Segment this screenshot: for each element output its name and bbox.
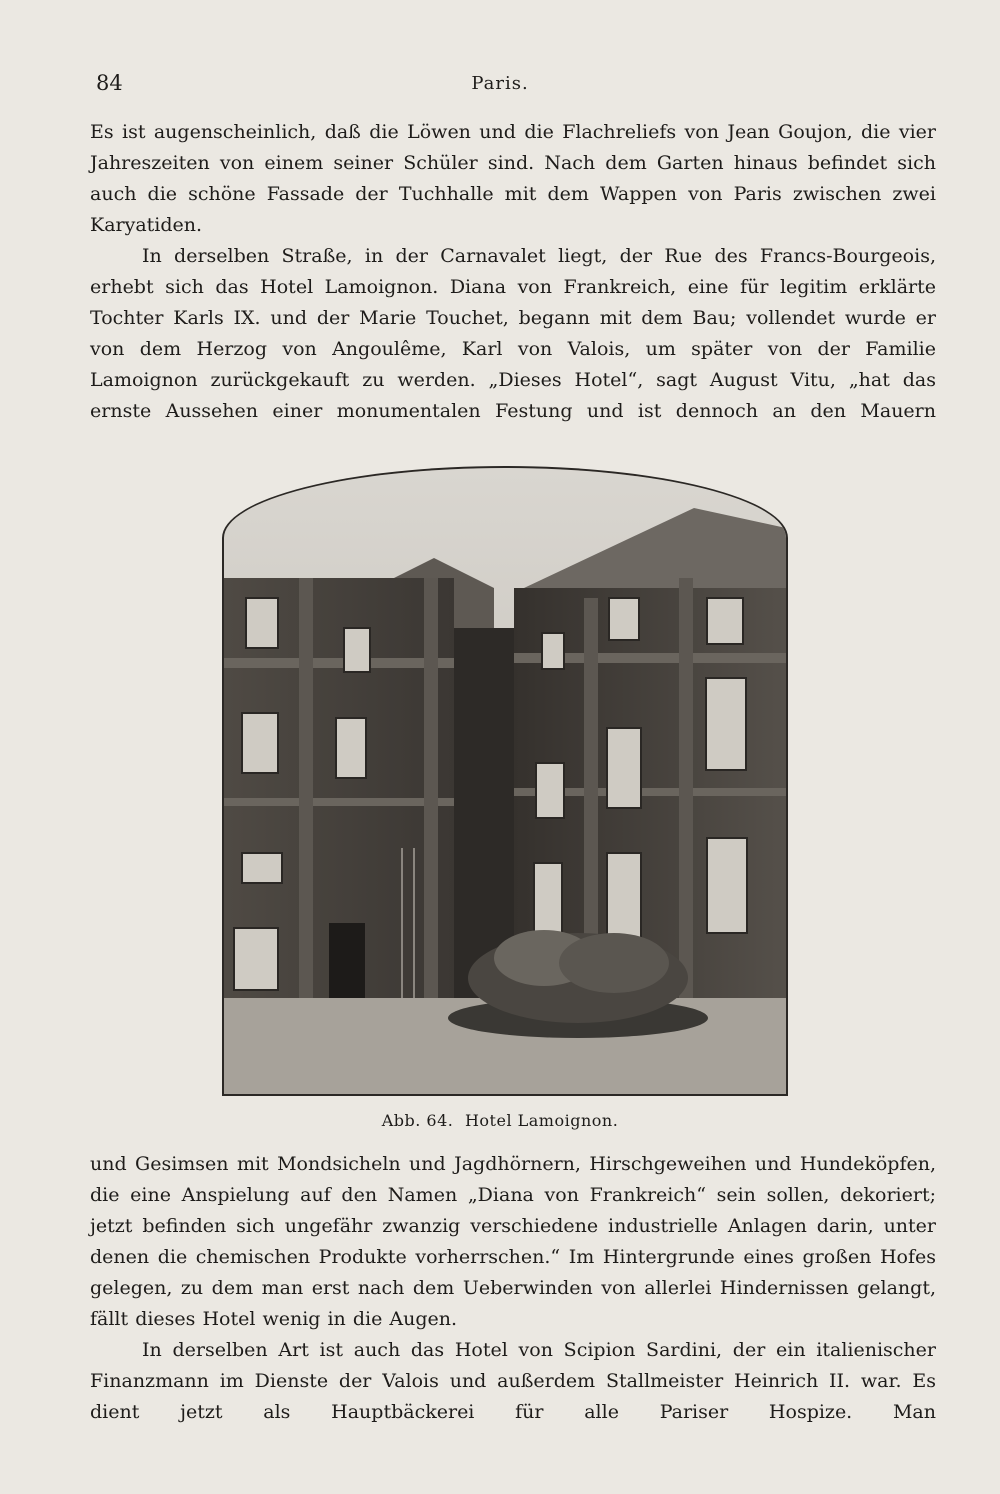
building-photograph: [224, 468, 786, 1094]
paragraph: In derselben Straße, in der Carnavalet liegt, der Rue des Francs-Bourgeois, erhebt sich das Hotel Lamoignon. Diana von Frankreich, eine für legitim erklärte Tochter Karls IX. und der Marie Touchet, begann mit dem Bau; vollendet wurde er von dem Herzog von Angoulême, Karl von Valois, um später von der Familie Lamoignon zurückgekauft zu werden. „Dieses Hotel“, sagt August Vitu, „hat das ernste Aussehen einer monumentalen Festung und ist dennoch an den Mauern: [90, 245, 936, 422]
running-head: Paris.: [471, 73, 529, 94]
caption-number: Abb. 64.: [381, 1111, 454, 1130]
upper-text-block: [90, 117, 936, 427]
page-number: 84: [96, 71, 123, 95]
paragraph: Es ist augenscheinlich, daß die Löwen und die Flachreliefs von Jean Goujon, die vier Jahreszeiten von einem seiner Schüler sind. Nach dem Garten hinaus befindet sich auch die schöne Fassade der Tuchhalle mit dem Wappen von Paris zwischen zwei Karyatiden.: [90, 121, 936, 236]
caption-title: Hotel Lamoignon.: [464, 1111, 619, 1130]
lower-text-block: [90, 1149, 936, 1428]
paragraph: und Gesimsen mit Mondsicheln und Jagdhörnern, Hirschgeweihen und Hundeköpfen, die eine Anspielung auf den Namen „Diana von Frankreich“ sein sollen, dekoriert; jetzt befinden sich ungefähr zwanzig verschiedene industrielle Anlagen darin, unter denen die chemischen Produkte vorherrschen.“ Im Hintergrunde eines großen Hofes gelegen, zu dem man erst nach dem Ueberwinden von allerlei Hindernissen gelangt, fällt dieses Hotel wenig in die Augen.: [90, 1153, 936, 1330]
figure-caption: [0, 1111, 1000, 1130]
paragraph: In derselben Art ist auch das Hotel von Scipion Sardini, der ein italienischer Finanzmann im Dienste der Valois und außerdem Stallmeister Heinrich II. war. Es dient jetzt als Hauptbäckerei für alle Pariser Hospize. Man: [90, 1339, 936, 1423]
